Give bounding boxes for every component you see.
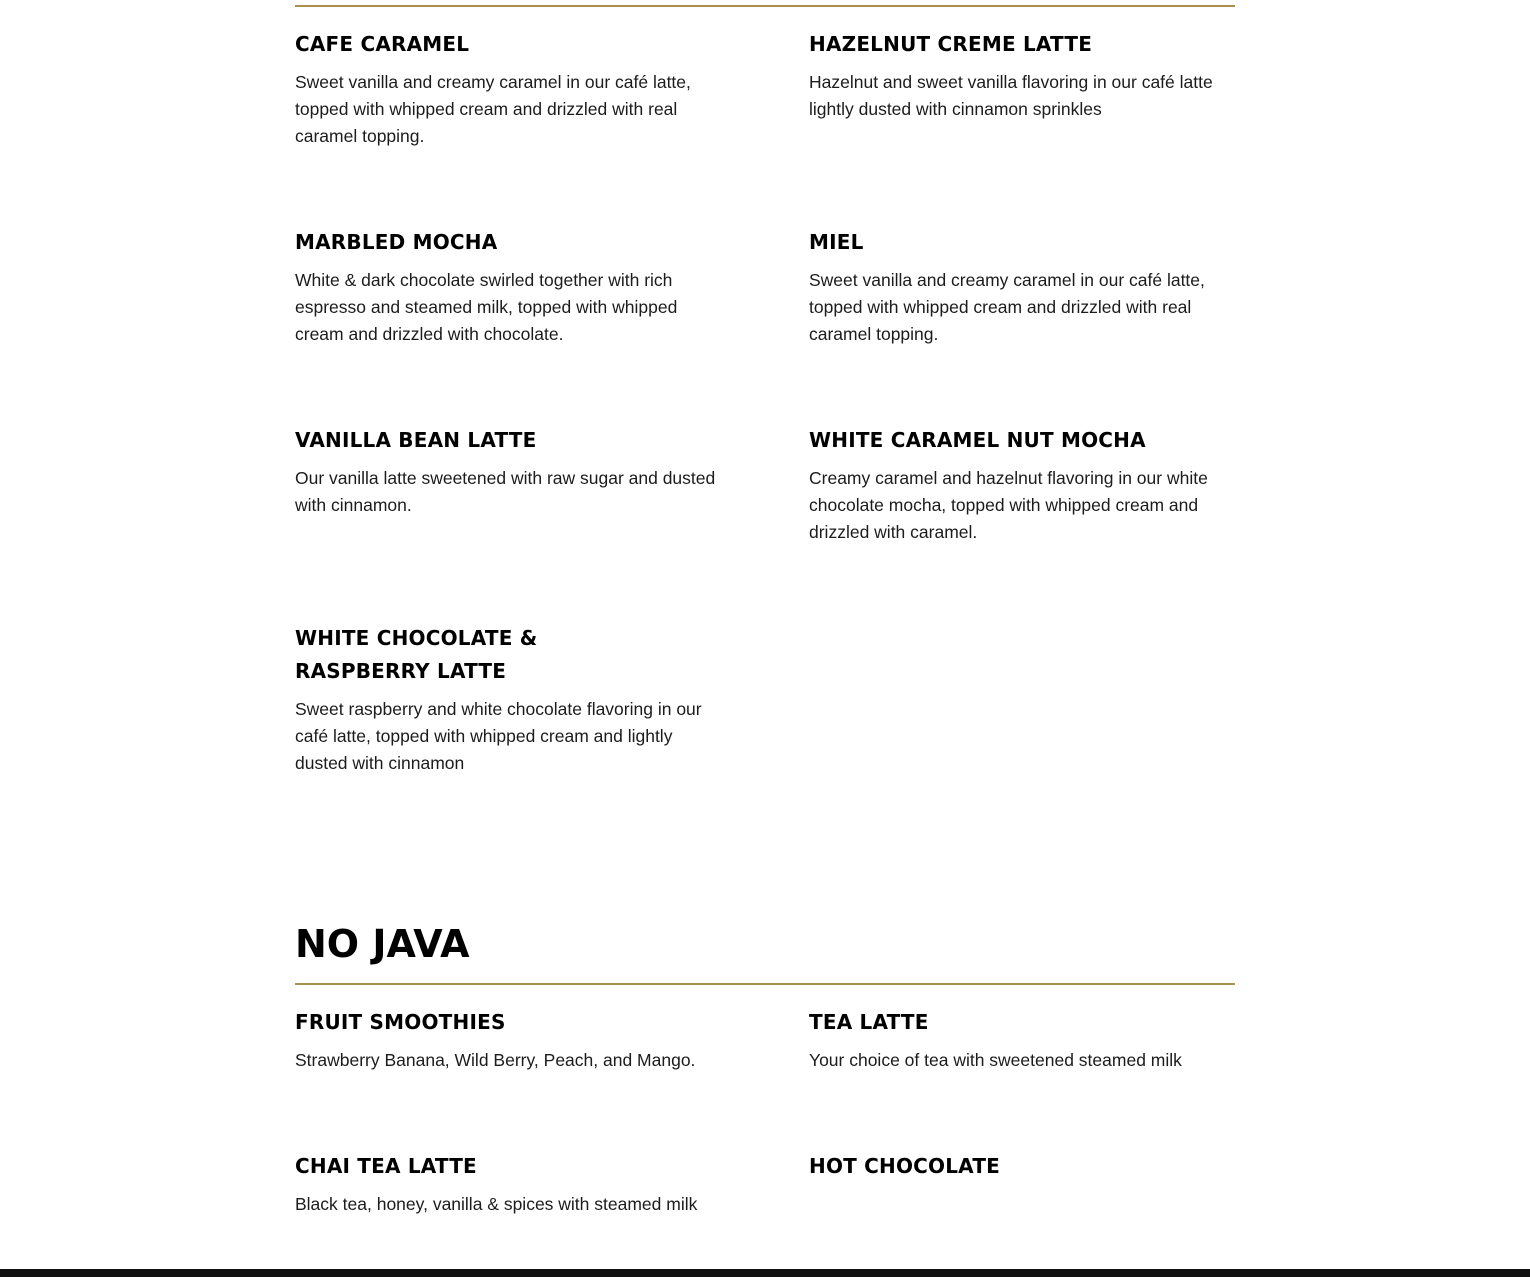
menu-item-tea-latte [809,1006,1235,1074]
menu-item-title: WHITE CHOCOLATE & RASPBERRY LATTE [295,626,538,683]
menu-item-vanilla-bean-latte [295,424,721,519]
menu-item-description: Creamy caramel and hazelnut flavoring in our white chocolate mocha, topped with whipped cream and drizzled with caramel. [809,468,1208,542]
menu-item-chai-tea-latte [295,1150,721,1218]
menu-item-title: CAFE CARAMEL [295,32,470,56]
menu-item-description: Sweet vanilla and creamy caramel in our café latte, topped with whipped cream and drizzled with real caramel topping. [295,72,691,146]
menu-item-title: CHAI TEA LATTE [295,1154,477,1178]
menu-item-title: MARBLED MOCHA [295,230,498,254]
menu-item-description: Sweet vanilla and creamy caramel in our café latte, topped with whipped cream and drizzled with real caramel topping. [809,270,1205,344]
menu-item-description: Your choice of tea with sweetened steamed milk [809,1050,1182,1070]
section-divider-no-java [295,983,1235,985]
menu-item-title: VANILLA BEAN LATTE [295,428,537,452]
menu-item-hazelnut-creme-latte [809,28,1235,123]
menu-item-cafe-caramel [295,28,721,150]
footer-bar [0,1269,1530,1277]
menu-item-description: White & dark chocolate swirled together with rich espresso and steamed milk, topped with whipped cream and drizzled with chocolate. [295,270,678,344]
menu-item-description: Our vanilla latte sweetened with raw sugar and dusted with cinnamon. [295,468,716,515]
menu-item-marbled-mocha [295,226,721,348]
menu-item-miel [809,226,1235,348]
menu-item-title: HAZELNUT CREME LATTE [809,32,1093,56]
menu-item-title: FRUIT SMOOTHIES [295,1010,506,1034]
menu-item-title: HOT CHOCOLATE [809,1154,1001,1178]
menu-item-title: WHITE CARAMEL NUT MOCHA [809,428,1146,452]
menu-item-white-caramel-nut-mocha [809,424,1235,546]
section-title-no-java: NO JAVA [295,922,470,966]
menu-item-description: Sweet raspberry and white chocolate flavoring in our café latte, topped with whipped cream and lightly dusted with cinnamon [295,699,702,773]
menu-item-hot-chocolate [809,1150,1235,1191]
menu-item-fruit-smoothies [295,1006,721,1074]
menu-item-title: TEA LATTE [809,1010,929,1034]
section-divider-top [295,5,1235,7]
menu-item-description: Black tea, honey, vanilla & spices with steamed milk [295,1194,698,1214]
menu-item-title: MIEL [809,230,864,254]
menu-item-white-chocolate-raspberry-latte [295,622,715,777]
menu-item-description: Hazelnut and sweet vanilla flavoring in our café latte lightly dusted with cinnamon sprinkles [809,72,1213,119]
menu-item-description: Strawberry Banana, Wild Berry, Peach, and Mango. [295,1050,696,1070]
